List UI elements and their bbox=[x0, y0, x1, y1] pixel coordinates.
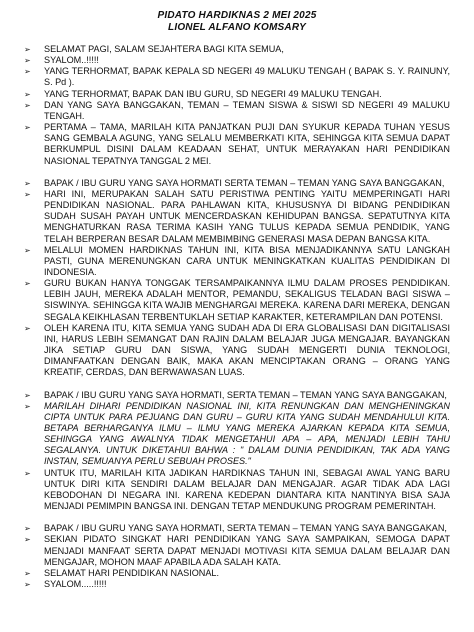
section-gap bbox=[24, 379, 450, 390]
document-title: PIDATO HARDIKNAS 2 MEI 2025 bbox=[157, 10, 317, 21]
arrow-bullet-icon: ➢ bbox=[24, 535, 31, 545]
bullet-item bbox=[24, 579, 450, 590]
bullet-item bbox=[24, 468, 450, 513]
bullet-text: GURU BUKAN HANYA TONGGAK TERSAMPAIKANNYA ILMU DALAM PROSES PENDIDIKAN. LEBIH JAUH, MEREKA ADALAH MENTOR, PEMANDU, SEKALIGUS TELADAN BAGI SISWA – SISWINYA. SEHINGGA KITA WAJIB MENGHARGAI MEREKA. KARENA DARI MEREKA, DENGAN SEGALA KEIKHLASAN TERBENTUKLAH SETIAP KARAKTER, KETERAMPILAN DAN POTENSI. bbox=[44, 278, 450, 322]
bullet-text: BAPAK / IBU GURU YANG SAYA HORMATI, SERTA TEMAN – TEMAN YANG SAYA BANGGAKAN, bbox=[44, 389, 447, 400]
bullet-text: SYALOM..!!!!! bbox=[44, 55, 99, 66]
bullet-item bbox=[24, 245, 450, 278]
speech-section bbox=[24, 390, 450, 513]
arrow-bullet-icon: ➢ bbox=[24, 279, 31, 289]
bullet-item bbox=[24, 122, 450, 167]
arrow-bullet-icon: ➢ bbox=[24, 89, 31, 99]
arrow-bullet-icon: ➢ bbox=[24, 390, 31, 400]
arrow-bullet-icon: ➢ bbox=[24, 123, 31, 133]
bullet-text: MELALUI MOMEN HARDIKNAS TAHUN INI, KITA BISA MENJADIKANNYA SATU LANGKAH PASTI, GUNA MERENUNGKAN CARA UNTUK MENINGKATKAN KUALITAS PENDIDIKAN DI INDONESIA. bbox=[44, 244, 450, 277]
document-subtitle: LIONEL ALFANO KOMSARY bbox=[168, 22, 306, 33]
arrow-bullet-icon: ➢ bbox=[24, 56, 31, 66]
speech-section bbox=[24, 44, 450, 167]
bullet-text: SEKIAN PIDATO SINGKAT HARI PENDIDIKAN YANG SAYA SAMPAIKAN, SEMOGA DAPAT MENJADI MANFAAT SERTA DAPAT MENJADI MOTIVASI KITA SEMUA DALAM BELAJAR DAN MENGAJAR, MOHON MAAF APABILA ADA SALAH KATA. bbox=[44, 534, 450, 567]
bullet-text: SELAMAT HARI PENDIDIKAN NASIONAL. bbox=[44, 567, 220, 578]
bullet-item bbox=[24, 178, 450, 189]
arrow-bullet-icon: ➢ bbox=[24, 468, 31, 478]
bullet-item bbox=[24, 89, 450, 100]
bullet-text: YANG TERHORMAT, BAPAK DAN IBU GURU, SD NEGERI 49 MALUKU TENGAH. bbox=[44, 88, 382, 99]
arrow-bullet-icon: ➢ bbox=[24, 189, 31, 199]
speech-section bbox=[24, 178, 450, 379]
arrow-bullet-icon: ➢ bbox=[24, 100, 31, 110]
bullet-item bbox=[24, 55, 450, 66]
bullet-item bbox=[24, 390, 450, 401]
bullet-item bbox=[24, 100, 450, 122]
bullet-text: DAN YANG SAYA BANGGAKAN, TEMAN – TEMAN SISWA & SISWI SD NEGERI 49 MALUKU TENGAH. bbox=[44, 99, 450, 121]
bullet-text: UNTUK ITU, MARILAH KITA JADIKAN HARDIKNAS TAHUN INI, SEBAGAI AWAL YANG BARU UNTUK DIRI KITA SENDIRI DALAM BELAJAR DAN MENGAJAR. AGAR TIDAK ADA LAGI KEBODOHAN DI NEGARA INI. KARENA KEDEPAN DIANTARA KITA NANTINYA BISA SAJA MENJADI PEMIMPIN BANGSA INI. DENGAN TETAP MENDUKUNG PROGRAM PEMERINTAH. bbox=[44, 467, 450, 512]
bullet-text: SYALOM.....!!!!! bbox=[44, 579, 107, 590]
arrow-bullet-icon: ➢ bbox=[24, 568, 31, 578]
bullet-text: MARILAH DIHARI PENDIDIKAN NASIONAL INI, KITA RENUNGKAN DAN MENGHENINGKAN CIPTA UNTUK PARA PEJUANG DAN GURU – GURU KITA YANG SUDAH MENDAHULUI KITA. BETAPA BERHARGANYA ILMU – ILMU YANG MEREKA AJARKAN KEPADA KITA SEMUA, SEHINGGA YANG AWALNYA TIDAK MENGETAHUI APA – APA, MENJADI LEBIH TAHU SEGALANYA. UNTUK DIKETAHUI BAHWA : " DALAM DUNIA PENDIDIKAN, TAK ADA YANG INSTAN, SEMUANYA PERLU SEBUAH PROSES." bbox=[44, 400, 450, 467]
arrow-bullet-icon: ➢ bbox=[24, 401, 31, 411]
document-header bbox=[24, 10, 450, 34]
bullet-text: HARI INI, MERUPAKAN SALAH SATU PERISTIWA PENTING YAITU MEMPERINGATI HARI PENDIDIKAN NASIONAL. PARA PAHLAWAN KITA, KHUSUSNYA DI BIDANG PENDIDIKAN SUDAH SUSAH PAYAH UNTUK MENCERDASKAN KEHIDUPAN BANGSA. SEPATUTNYA KITA MENGHATURKAN RASA TERIMA KASIH YANG TULUS KEPADA SEMUA PENDIDIK, YANG TELAH BERPERAN BESAR DALAM MEMBIMBING GENERASI MASA DEPAN BANGSA KITA. bbox=[44, 188, 450, 244]
speech-body bbox=[24, 44, 450, 590]
speech-section bbox=[24, 523, 450, 590]
bullet-item bbox=[24, 323, 450, 379]
bullet-item bbox=[24, 66, 450, 88]
bullet-text: PERTAMA – TAMA, MARILAH KITA PANJATKAN PUJI DAN SYUKUR KEPADA TUHAN YESUS SANG GEMBALA AGUNG, YANG SELALU MEMBERKATI KITA, SEHINGGA KITA SEMUA DAPAT BERKUMPUL DISINI DALAM KEADAAN SEHAT, UNTUK MERAYAKAN HARI PENDIDIKAN NASIONAL TEPATNYA TANGGAL 2 MEI. bbox=[44, 122, 450, 166]
bullet-item bbox=[24, 189, 450, 245]
bullet-item bbox=[24, 44, 450, 55]
bullet-item bbox=[24, 568, 450, 579]
arrow-bullet-icon: ➢ bbox=[24, 178, 31, 188]
bullet-text: OLEH KARENA ITU, KITA SEMUA YANG SUDAH ADA DI ERA GLOBALISASI DAN DIGITALISASI INI, HARUS LEBIH SEMANGAT DAN RAJIN DALAM BELAJAR JUGA MENGAJAR. BAYANGKAN JIKA SETIAP GURU DAN SISWA, YANG SUDAH MENGERTI DUNIA TEKNOLOGI, DIMANFAATKAN DENGAN BAIK, MAKA AKAN MENCIPTAKAN ORANG – ORANG YANG KREATIF, CERDAS, DAN BERWAWASAN LUAS. bbox=[44, 322, 450, 378]
section-gap bbox=[24, 167, 450, 178]
bullet-item bbox=[24, 523, 450, 534]
bullet-item bbox=[24, 278, 450, 323]
bullet-text: BAPAK / IBU GURU YANG SAYA HORMATI, SERTA TEMAN – TEMAN YANG SAYA BANGGAKAN, bbox=[44, 523, 447, 534]
arrow-bullet-icon: ➢ bbox=[24, 67, 31, 77]
arrow-bullet-icon: ➢ bbox=[24, 524, 31, 534]
arrow-bullet-icon: ➢ bbox=[24, 323, 31, 333]
arrow-bullet-icon: ➢ bbox=[24, 245, 31, 255]
bullet-text: BAPAK / IBU GURU YANG SAYA HORMATI SERTA TEMAN – TEMAN YANG SAYA BANGGAKAN, bbox=[44, 177, 445, 188]
arrow-bullet-icon: ➢ bbox=[24, 45, 31, 54]
section-gap bbox=[24, 512, 450, 523]
bullet-text: SELAMAT PAGI, SALAM SEJAHTERA BAGI KITA SEMUA, bbox=[44, 44, 284, 54]
bullet-text: YANG TERHORMAT, BAPAK KEPALA SD NEGERI 49 MALUKU TENGAH ( BAPAK S. Y. RAINUNY, S. Pd ). bbox=[44, 66, 450, 88]
arrow-bullet-icon: ➢ bbox=[24, 580, 31, 590]
bullet-item bbox=[24, 401, 450, 468]
bullet-item bbox=[24, 534, 450, 567]
